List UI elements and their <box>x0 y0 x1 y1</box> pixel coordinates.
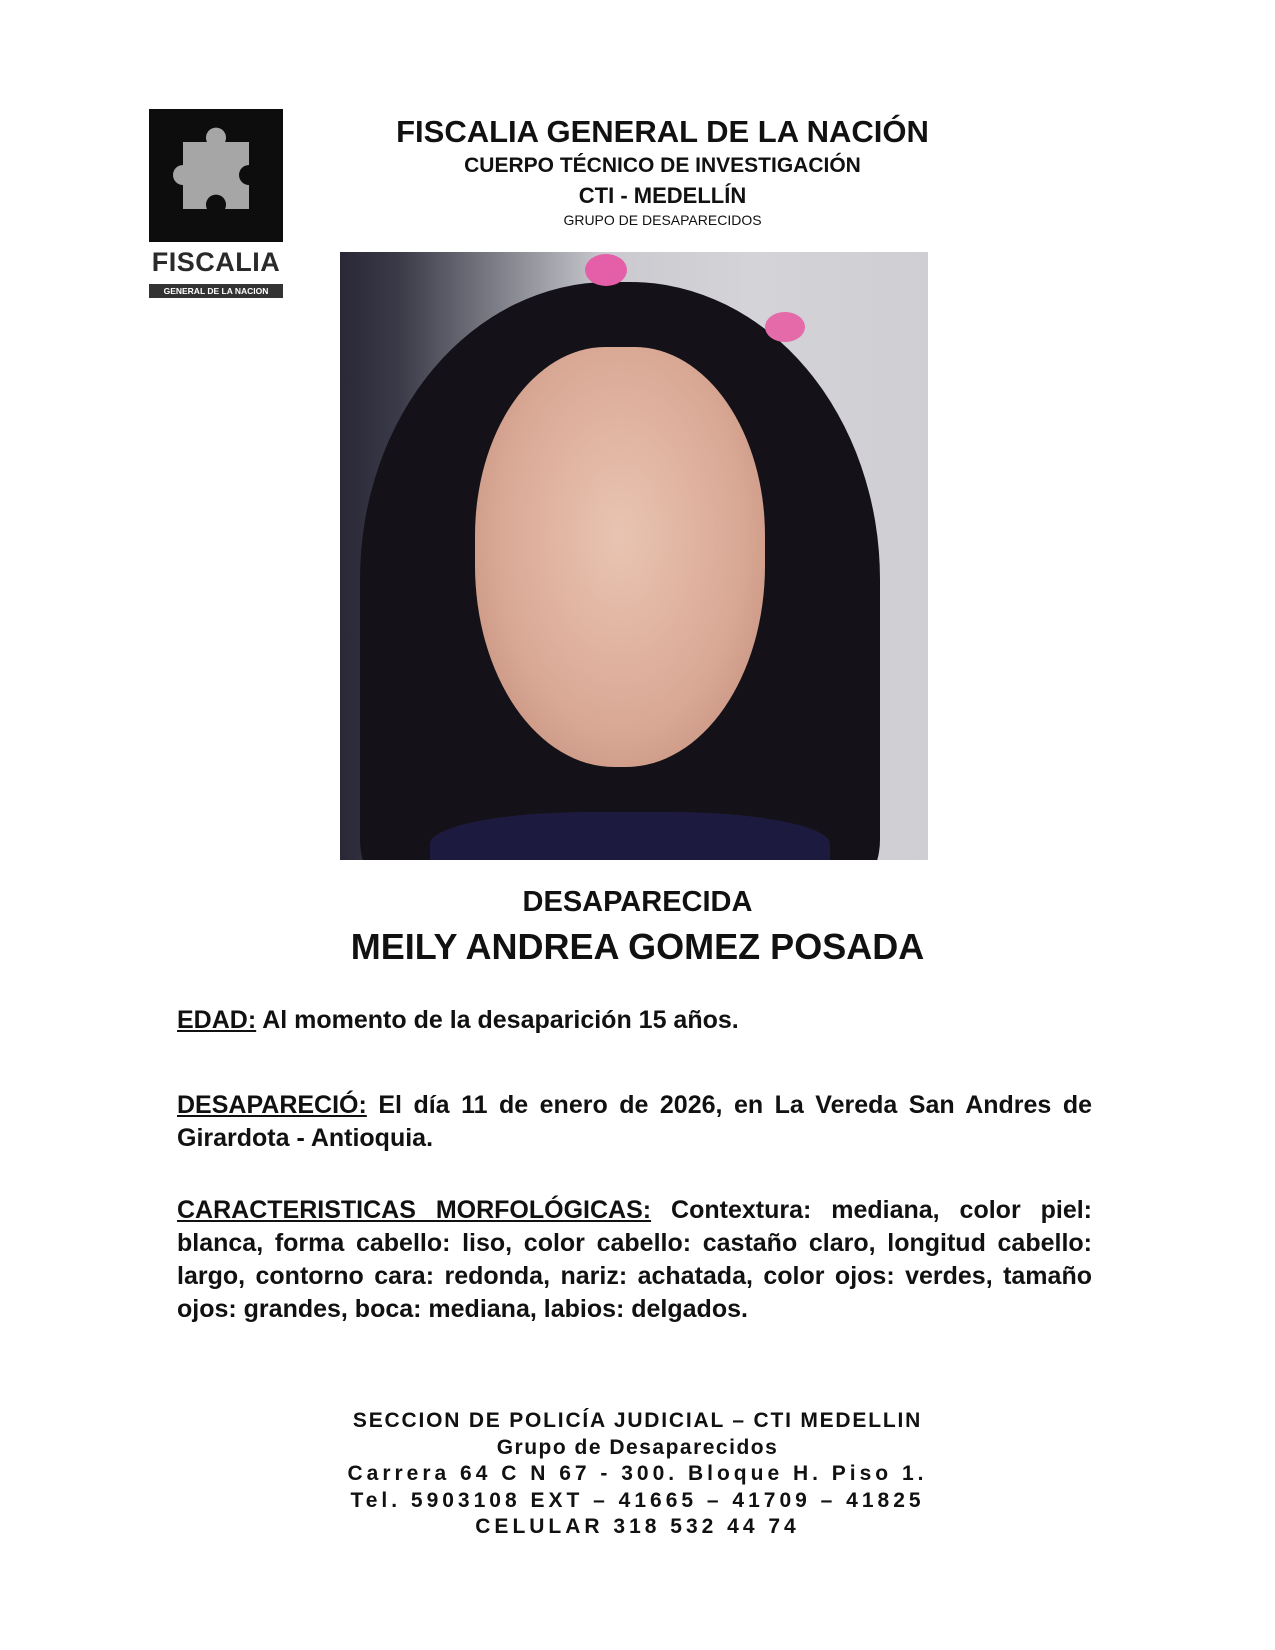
age-label: EDAD: <box>177 1006 257 1034</box>
age-paragraph <box>177 1004 1092 1037</box>
puzzle-piece-icon <box>149 109 283 242</box>
photo-face <box>475 347 765 767</box>
footer-section: SECCION DE POLICÍA JUDICIAL – CTI MEDELLIN <box>352 1409 923 1432</box>
disappearance-text: El día 11 de enero de 2026, en La Vereda San Andres de Girardota - Antioquia. <box>177 1091 1092 1152</box>
logo-word: FISCALIA <box>151 247 281 277</box>
logo-box <box>149 109 283 242</box>
photo-shirt <box>430 812 830 860</box>
logo-subtitle: GENERAL DE LA NACION <box>149 284 283 298</box>
photo-hair-bow <box>585 254 627 286</box>
missing-person-photo <box>340 252 928 860</box>
footer-cellphone: CELULAR 318 532 44 74 <box>475 1515 800 1538</box>
status-label: DESAPARECIDA <box>522 886 753 918</box>
header-office: CTI - MEDELLÍN <box>578 183 747 208</box>
header-subtitle: CUERPO TÉCNICO DE INVESTIGACIÓN <box>464 154 861 177</box>
disappearance-paragraph <box>177 1089 1092 1155</box>
age-text: Al momento de la desaparición 15 años. <box>256 1006 739 1034</box>
fiscalia-logo <box>149 109 283 299</box>
footer-phone: Tel. 5903108 EXT – 41665 – 41709 – 41825 <box>350 1488 925 1512</box>
features-label: CARACTERISTICAS MORFOLÓGICAS: <box>177 1196 652 1224</box>
features-text: Contextura: mediana, color piel: blanca, forma cabello: liso, color cabello: castaño claro, longitud cabello: largo, contorno cara: redonda, nariz: achatada, color ojos: verdes, tamaño ojos: grandes, boca: mediana, labios: delgados. <box>177 1196 1092 1323</box>
footer-group: Grupo de Desaparecidos <box>496 1435 779 1459</box>
photo-hair-bow <box>765 312 805 342</box>
footer-address: Carrera 64 C N 67 - 300. Bloque H. Piso 1. <box>347 1462 928 1485</box>
header-group: GRUPO DE DESAPARECIDOS <box>563 212 762 228</box>
person-name: MEILY ANDREA GOMEZ POSADA <box>350 926 925 967</box>
footer-contact <box>0 1408 1275 1541</box>
disappearance-label: DESAPARECIÓ: <box>177 1091 367 1119</box>
features-paragraph <box>177 1194 1092 1326</box>
header-title: FISCALIA GENERAL DE LA NACIÓN <box>396 114 929 149</box>
